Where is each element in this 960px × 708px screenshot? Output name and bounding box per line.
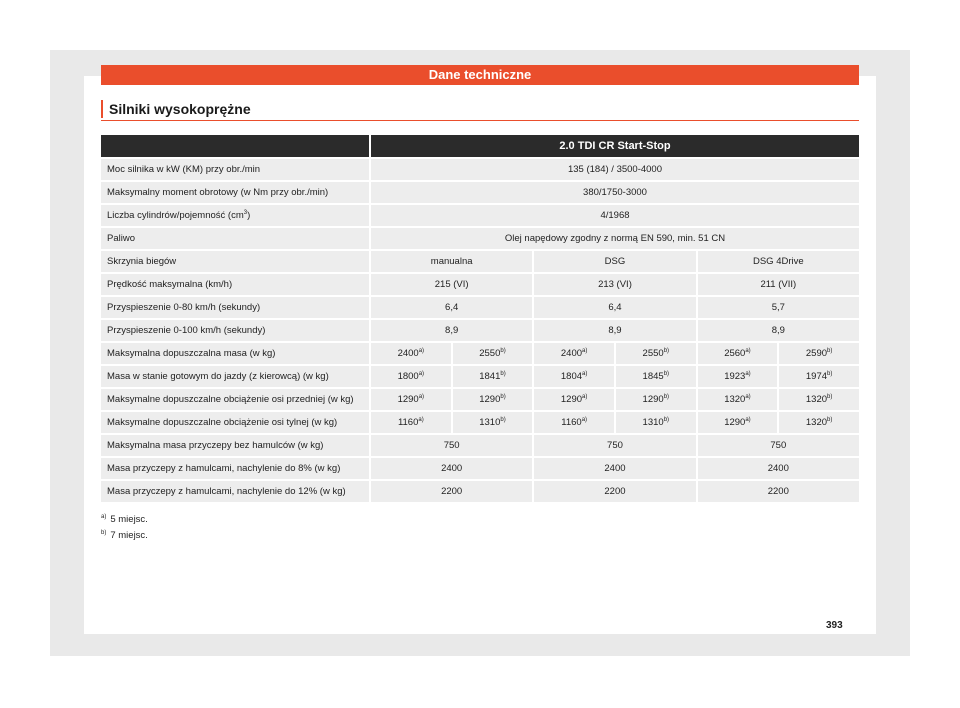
footnote-ref: a): [582, 347, 588, 354]
row-value: [451, 366, 533, 387]
row-label: Maksymalna masa przyczepy bez hamulców (w kg): [101, 435, 369, 456]
value-text: 2400: [397, 348, 419, 359]
footnote-ref: a): [418, 347, 425, 354]
table-row: [101, 412, 859, 433]
value-text: 1290: [397, 394, 419, 405]
value-text: 1310: [642, 417, 664, 428]
row-value: [777, 389, 859, 410]
table-row: [101, 251, 859, 272]
row-value: 135 (184) / 3500-4000: [369, 159, 859, 180]
row-value: [614, 366, 696, 387]
row-value: 211 (VII): [696, 274, 859, 295]
row-value: [696, 343, 778, 364]
row-value: 380/1750-3000: [369, 182, 859, 203]
row-value: [532, 366, 614, 387]
value-text: 2590: [805, 348, 828, 359]
row-label: Masa w stanie gotowym do jazdy (z kierowcą) (w kg): [101, 366, 369, 387]
table-row: [101, 435, 859, 456]
value-text: 1290: [479, 394, 501, 405]
table-header-row: [101, 135, 859, 157]
value-text: 1320: [805, 394, 828, 405]
row-value: [451, 343, 533, 364]
row-value: [696, 389, 778, 410]
table-row: [101, 159, 859, 180]
row-label: [101, 205, 369, 226]
row-value: 6,4: [532, 297, 695, 318]
row-value: [777, 366, 859, 387]
value-text: 2400: [560, 348, 583, 359]
table-row: [101, 320, 859, 341]
value-text: 1290: [560, 394, 583, 405]
footnote-mark: b): [101, 530, 107, 537]
value-text: 1320: [805, 417, 828, 428]
table-row: [101, 228, 859, 249]
row-label: Przyspieszenie 0-80 km/h (sekundy): [101, 297, 369, 318]
section-title: Silniki wysokoprężne: [101, 100, 859, 118]
row-value: [696, 366, 778, 387]
row-label: Paliwo: [101, 228, 369, 249]
footnote-ref: b): [663, 416, 670, 423]
row-label: Moc silnika w kW (KM) przy obr./min: [101, 159, 369, 180]
spec-table: [101, 133, 859, 504]
row-value: DSG: [532, 251, 695, 272]
value-text: 1923: [724, 371, 746, 382]
footnote-ref: b): [827, 370, 833, 377]
row-value: [696, 412, 778, 433]
row-value: 213 (VI): [532, 274, 695, 295]
row-value: 750: [532, 435, 695, 456]
row-value: 2200: [696, 481, 859, 502]
row-value: [369, 366, 451, 387]
footnote-ref: b): [500, 393, 506, 400]
table-row: [101, 343, 859, 364]
row-label: Maksymalne dopuszczalne obciążenie osi tylnej (w kg): [101, 412, 369, 433]
table-row: [101, 274, 859, 295]
table-row: [101, 297, 859, 318]
value-text: 1845: [642, 371, 664, 382]
row-value: Olej napędowy zgodny z normą EN 590, min. 51 CN: [369, 228, 859, 249]
row-value: 8,9: [369, 320, 532, 341]
table-row: [101, 366, 859, 387]
row-value: 2200: [532, 481, 695, 502]
row-label: Przyspieszenie 0-100 km/h (sekundy): [101, 320, 369, 341]
row-label: Skrzynia biegów: [101, 251, 369, 272]
row-value: 750: [369, 435, 532, 456]
row-value: [777, 412, 859, 433]
engine-header: 2.0 TDI CR Start-Stop: [369, 135, 859, 157]
row-value: [614, 389, 696, 410]
row-value: [777, 343, 859, 364]
row-value: [369, 412, 451, 433]
footnote-ref: a): [745, 416, 751, 423]
row-value: 2400: [532, 458, 695, 479]
footnote-ref: a): [418, 370, 425, 377]
row-value: [369, 389, 451, 410]
row-value: 8,9: [696, 320, 859, 341]
row-label: Prędkość maksymalna (km/h): [101, 274, 369, 295]
footnote-ref: a): [582, 393, 588, 400]
footnote-ref: b): [663, 347, 670, 354]
value-text: 1320: [724, 394, 746, 405]
row-value: [532, 343, 614, 364]
table-row: [101, 389, 859, 410]
row-label: Maksymalne dopuszczalne obciążenie osi przedniej (w kg): [101, 389, 369, 410]
row-value: [614, 343, 696, 364]
footnote: [101, 514, 148, 525]
table-row: [101, 182, 859, 203]
row-label: Masa przyczepy z hamulcami, nachylenie do 8% (w kg): [101, 458, 369, 479]
row-value: 5,7: [696, 297, 859, 318]
value-text: 2560: [724, 348, 746, 359]
table-row: [101, 205, 859, 226]
row-label: Masa przyczepy z hamulcami, nachylenie do 12% (w kg): [101, 481, 369, 502]
row-value: [614, 412, 696, 433]
value-text: 1290: [724, 417, 746, 428]
value-text: 1804: [560, 371, 583, 382]
row-value: 8,9: [532, 320, 695, 341]
footnote-ref: b): [500, 370, 506, 377]
superscript: 3: [243, 209, 248, 216]
row-value: 2200: [369, 481, 532, 502]
value-text: 1160: [561, 417, 582, 428]
value-text: 1290: [642, 394, 664, 405]
value-text: 1310: [479, 417, 501, 428]
footnote-ref: b): [663, 393, 670, 400]
page-number: 393: [826, 620, 843, 631]
row-label: Maksymalny moment obrotowy (w Nm przy obr./min): [101, 182, 369, 203]
section-divider: [101, 120, 859, 121]
footnote-ref: b): [827, 347, 833, 354]
table-row: [101, 458, 859, 479]
footnote-mark: a): [101, 514, 107, 520]
row-label-text: Liczba cylindrów/pojemność (cm: [107, 210, 244, 221]
footnote-text: 7 miejsc.: [110, 530, 148, 542]
footnote-ref: a): [418, 416, 424, 423]
value-text: 1974: [805, 371, 828, 382]
footnote-ref: b): [663, 370, 670, 377]
value-text: 1160: [397, 417, 419, 428]
footnote-ref: a): [581, 416, 588, 423]
row-value: 2400: [369, 458, 532, 479]
footnote-ref: a): [745, 347, 751, 354]
value-text: 2550: [642, 348, 664, 359]
row-value: [369, 343, 451, 364]
footnote-ref: a): [745, 393, 751, 400]
row-value: [532, 412, 614, 433]
footnote-ref: b): [827, 393, 833, 400]
row-value: 6,4: [369, 297, 532, 318]
row-value: [451, 412, 533, 433]
footnote-ref: a): [418, 393, 425, 400]
footnotes: [101, 514, 148, 546]
row-label-tail: ): [247, 210, 251, 221]
value-text: 2550: [479, 348, 501, 359]
row-value: [532, 389, 614, 410]
footnote-ref: b): [500, 347, 506, 354]
row-value: DSG 4Drive: [696, 251, 859, 272]
row-value: 750: [696, 435, 859, 456]
footnote: [101, 530, 148, 541]
footnote-ref: b): [500, 416, 506, 423]
footnote-ref: b): [827, 416, 833, 423]
chapter-header: Dane techniczne: [101, 65, 859, 85]
footnote-ref: a): [582, 370, 588, 377]
row-value: 2400: [696, 458, 859, 479]
value-text: 1841: [479, 371, 501, 382]
row-value: 4/1968: [369, 205, 859, 226]
header-blank-cell: [101, 135, 369, 157]
footnote-text: 5 miejsc.: [110, 514, 148, 526]
table-row: [101, 481, 859, 502]
row-value: 215 (VI): [369, 274, 532, 295]
row-value: [451, 389, 533, 410]
value-text: 1800: [397, 371, 419, 382]
footnote-ref: a): [745, 370, 751, 377]
row-value: manualna: [369, 251, 532, 272]
row-label: Maksymalna dopuszczalna masa (w kg): [101, 343, 369, 364]
